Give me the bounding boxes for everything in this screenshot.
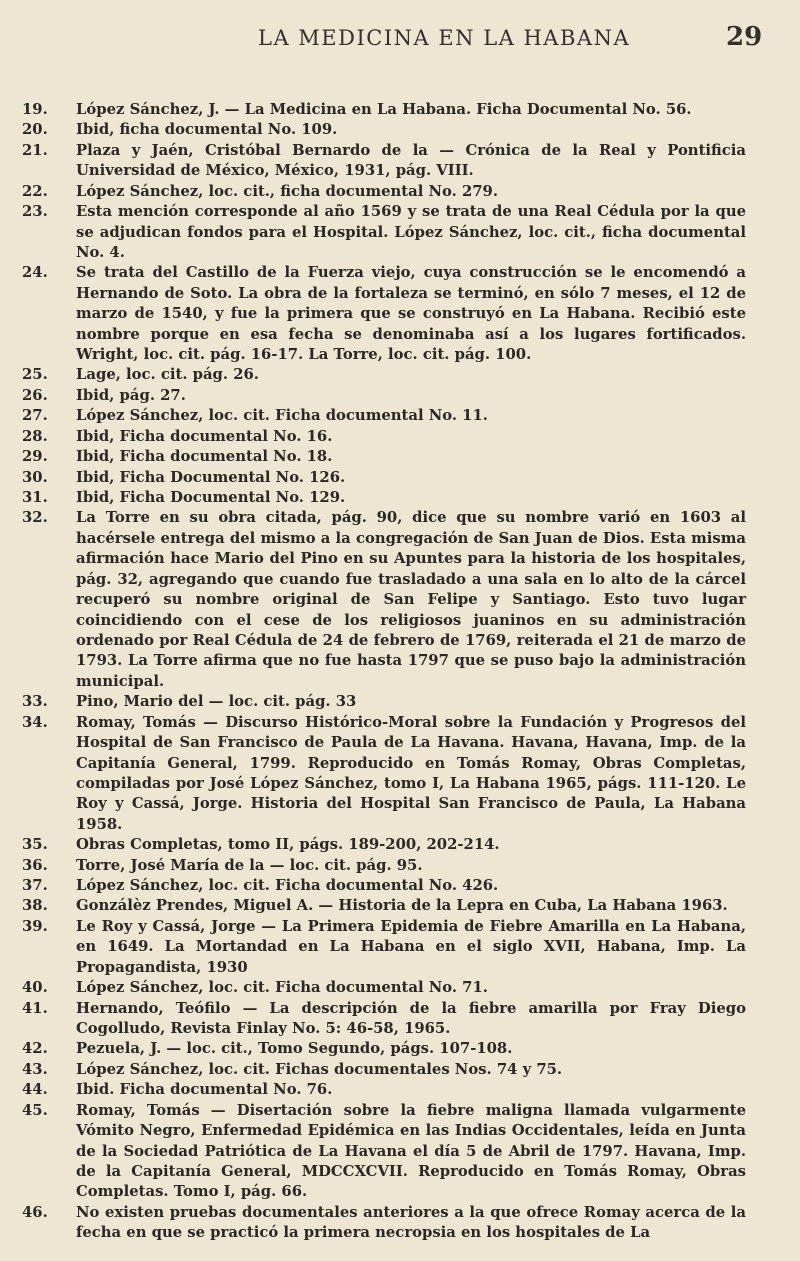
footnote-text: Ibid, Ficha Documental No. 129.	[76, 489, 346, 507]
footnote-item	[0, 141, 800, 182]
footnote-item	[0, 1080, 800, 1100]
footnote-item	[0, 365, 800, 385]
footnote-number: 41.	[22, 999, 48, 1017]
footnote-item	[0, 1203, 800, 1244]
footnote-number: 32.	[22, 509, 48, 527]
footnote-number: 31.	[22, 489, 48, 507]
footnote-number: 44.	[22, 1081, 48, 1099]
footnote-item	[0, 917, 800, 978]
footnote-item	[0, 100, 800, 120]
footnote-item	[0, 896, 800, 916]
footnote-item	[0, 182, 800, 202]
footnote-item	[0, 692, 800, 712]
footnote-text: López Sánchez, loc. cit., ficha documental No. 279.	[76, 182, 498, 200]
footnote-number: 19.	[22, 101, 48, 118]
footnote-item	[0, 468, 800, 488]
footnote-number: 42.	[22, 1040, 48, 1058]
footnote-list	[0, 100, 800, 1244]
footnote-text: Romay, Tomás — Disertación sobre la fiebre maligna llamada vulgarmente Vómito Negro, Enfermedad Epidémica en las Indias Occidentales, leída en Junta de la Sociedad Patriótica de La Havana el día 5 de Abril de 1797. Havana, Imp. de la Capitanía General, MDCCXCVII. Reproducido en Tomás Romay, Obras Completas. Tomo I, pág. 66.	[76, 1101, 746, 1201]
footnote-number: 27.	[22, 407, 48, 425]
footnote-number: 20.	[22, 121, 48, 139]
footnote-item	[0, 263, 800, 365]
footnote-text: Obras Completas, tomo II, págs. 189-200, 202-214.	[76, 836, 500, 854]
footnote-item	[0, 1039, 800, 1059]
footnote-item	[0, 488, 800, 508]
footnote-number: 43.	[22, 1060, 48, 1078]
footnote-item	[0, 447, 800, 467]
footnote-text: Gonzálèz Prendes, Miguel A. — Historia de la Lepra en Cuba, La Habana 1963.	[76, 897, 728, 915]
footnote-number: 35.	[22, 836, 48, 854]
footnote-item	[0, 406, 800, 426]
footnote-number: 22.	[22, 182, 48, 200]
footnote-text: Lage, loc. cit. pág. 26.	[76, 366, 259, 384]
footnote-text: Ibid, pág. 27.	[76, 386, 186, 404]
footnote-number: 34.	[22, 713, 48, 731]
footnote-text: Plaza y Jaén, Cristóbal Bernardo de la — Crónica de la Real y Pontificia Universidad de México, México, 1931, pág. VIII.	[76, 141, 746, 180]
footnote-text: Pino, Mario del — loc. cit. pág. 33	[76, 693, 357, 711]
footnote-number: 46.	[22, 1203, 48, 1221]
footnote-text: Ibid, Ficha Documental No. 126.	[76, 468, 346, 486]
footnote-text: Romay, Tomás — Discurso Histórico-Moral sobre la Fundación y Progresos del Hospital de San Francisco de Paula de La Havana. Havana, Havana, Imp. de la Capitanía General, 1799. Reproducido en Tomás Romay, Obras Completas, compiladas por José López Sánchez, tomo I, La Habana 1965, págs. 111-120. Le Roy y Cassá, Jorge. Historia del Hospital San Francisco de Paula, La Habana 1958.	[76, 713, 746, 833]
footnote-item	[0, 508, 800, 692]
footnote-item	[0, 856, 800, 876]
footnote-text: Ibid, Ficha documental No. 16.	[76, 427, 333, 445]
footnote-item	[0, 202, 800, 263]
footnote-item	[0, 713, 800, 836]
footnote-number: 36.	[22, 856, 48, 874]
footnote-text: López Sánchez, J. — La Medicina en La Habana. Ficha Documental No. 56.	[76, 101, 692, 118]
footnote-item	[0, 835, 800, 855]
footnote-number: 28.	[22, 427, 48, 445]
footnote-number: 37.	[22, 877, 48, 895]
footnote-item	[0, 999, 800, 1040]
footnote-text: La Torre en su obra citada, pág. 90, dice que su nombre varió en 1603 al hacérsele entrega del mismo a la congregación de San Juan de Dios. Esta misma afirmación hace Mario del Pino en su Apuntes para la historia de los hospitales, pág. 32, agregando que cuando fue trasladado a una sala en lo alto de la cárcel recuperó su nombre original de San Felipe y Santiago. Esto tuvo lugar coincidiendo con el cese de los religiosos juaninos en su administración ordenado por Real Cédula de 24 de febrero de 1769, reiterada el 21 de marzo de 1793. La Torre afirma que no fue hasta 1797 que se puso bajo la administración municipal.	[76, 509, 746, 690]
footnote-text: Ibid. Ficha documental No. 76.	[76, 1081, 333, 1099]
footnote-text: Le Roy y Cassá, Jorge — La Primera Epidemia de Fiebre Amarilla en La Habana, en 1649. La Mortandad en La Habana en el siglo XVII, Habana, Imp. La Propagandista, 1930	[76, 917, 746, 976]
footnote-number: 21.	[22, 141, 48, 159]
page-number: 29	[726, 22, 763, 52]
footnote-number: 40.	[22, 979, 48, 997]
footnote-text: Hernando, Teófilo — La descripción de la fiebre amarilla por Fray Diego Cogolludo, Revista Finlay No. 5: 46-58, 1965.	[76, 999, 746, 1037]
footnote-item	[0, 1101, 800, 1203]
footnote-text: No existen pruebas documentales anteriores a la que ofrece Romay acerca de la fecha en que se practicó la primera necropsia en los hospitales de La	[76, 1203, 746, 1242]
footnote-item	[0, 427, 800, 447]
footnote-text: López Sánchez, loc. cit. Ficha documental No. 11.	[76, 407, 488, 425]
footnote-text: Ibid, ficha documental No. 109.	[76, 121, 338, 139]
footnote-number: 26.	[22, 386, 48, 404]
footnote-number: 30.	[22, 468, 48, 486]
footnote-item	[0, 978, 800, 998]
footnote-text: López Sánchez, loc. cit. Fichas documentales Nos. 74 y 75.	[76, 1060, 563, 1078]
footnote-number: 24.	[22, 264, 48, 282]
footnote-item	[0, 386, 800, 406]
footnote-text: Esta mención corresponde al año 1569 y se trata de una Real Cédula por la que se adjudican fondos para el Hospital. López Sánchez, loc. cit., ficha documental No. 4.	[76, 203, 746, 261]
running-header	[0, 22, 800, 56]
footnote-text: Ibid, Ficha documental No. 18.	[76, 448, 333, 466]
footnote-number: 23.	[22, 203, 48, 221]
footnote-text: Torre, José María de la — loc. cit. pág. 95.	[76, 856, 423, 874]
footnote-item	[0, 1060, 800, 1080]
footnote-number: 39.	[22, 917, 48, 935]
footnote-item	[0, 876, 800, 896]
footnote-number: 45.	[22, 1101, 48, 1119]
footnote-number: 33.	[22, 693, 48, 711]
footnote-text: López Sánchez, loc. cit. Ficha documental No. 426.	[76, 877, 499, 895]
footnote-text: Pezuela, J. — loc. cit., Tomo Segundo, págs. 107-108.	[76, 1040, 513, 1058]
footnote-item	[0, 120, 800, 140]
footnote-text: Se trata del Castillo de la Fuerza viejo, cuya construcción se le encomendó a Hernando de Soto. La obra de la fortaleza se terminó, en sólo 7 meses, el 12 de marzo de 1540, y fue la primera que se construyó en La Habana. Recibió este nombre porque en esa fecha se denominaba así a los lugares fortificados. Wright, loc. cit. pág. 16-17. La Torre, loc. cit. pág. 100.	[76, 264, 746, 364]
footnote-number: 38.	[22, 897, 48, 915]
footnote-text: López Sánchez, loc. cit. Ficha documental No. 71.	[76, 979, 488, 997]
footnote-number: 29.	[22, 448, 48, 466]
footnote-number: 25.	[22, 366, 48, 384]
running-title: LA MEDICINA EN LA HABANA	[258, 26, 631, 50]
